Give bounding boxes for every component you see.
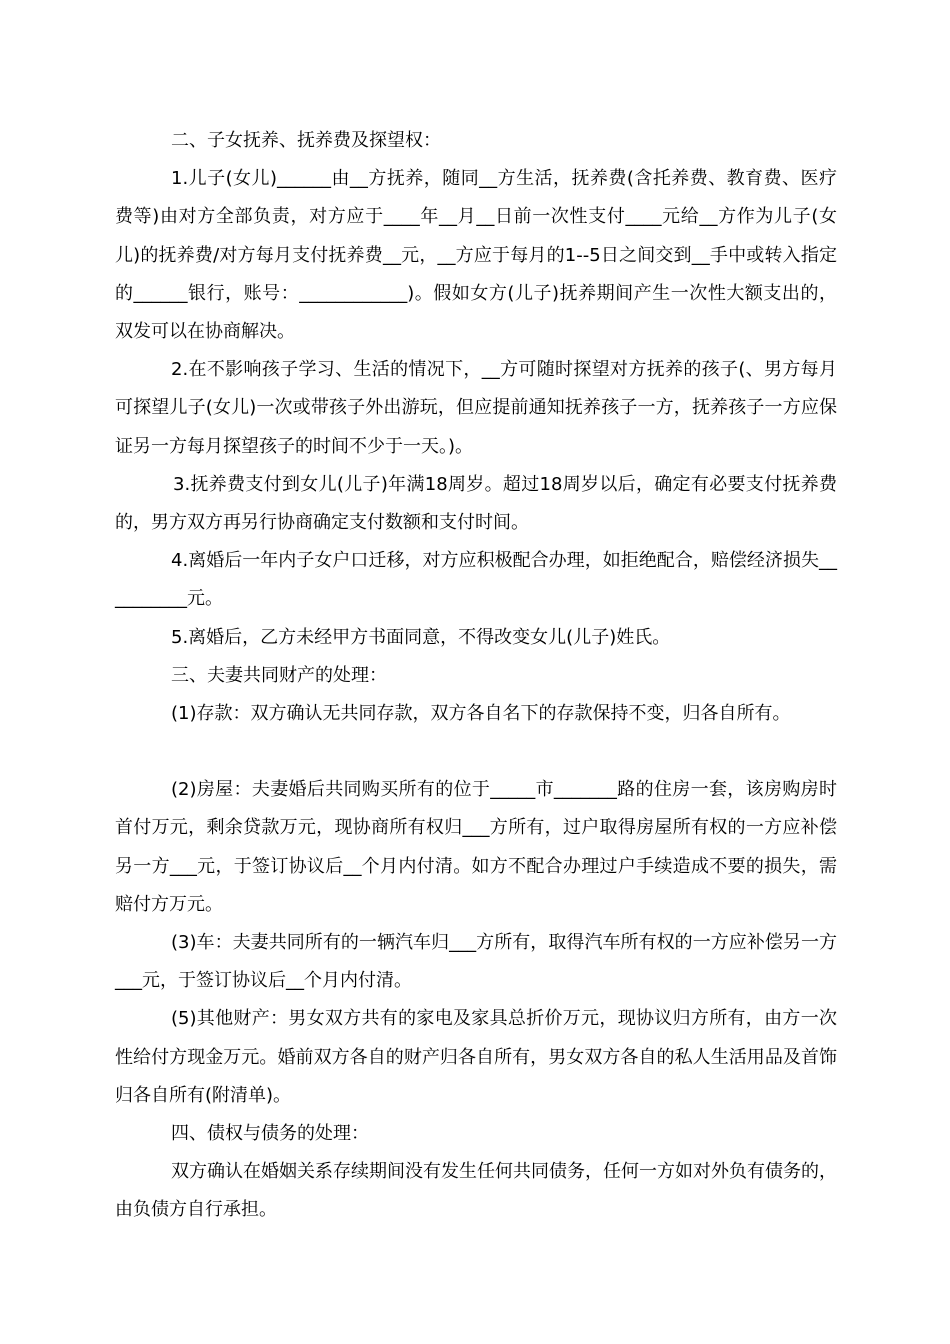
document-body [115,122,837,1230]
clause-other-property: (5)其他财产：男女双方共有的家电及家具总折价万元，现协议归方所有，由方一次性给付方现金万元。婚前双方各自的财产归各自所有，男女双方各自的私人生活用品及首饰归各自所有(附清单)。 [115,1008,837,1106]
clause-car: (3)车：夫妻共同所有的一辆汽车归___方所有，取得汽车所有权的一方应补偿另一方___元，于签订协议后__个月内付清。 [115,932,837,992]
clause-house: (2)房屋：夫妻婚后共同购买所有的位于_____市_______路的住房一套，该房购房时首付万元，剩余贷款万元，现协商所有权归___方所有，过户取得房屋所有权的一方应补偿另一方___元，于签订协议后__个月内付清。如方不配合办理过户手续造成不要的损失，需赔付方万元。 [115,779,837,915]
section-heading-joint-property: 三、夫妻共同财产的处理： [171,664,387,686]
section-heading-debts: 四、债权与债务的处理： [171,1123,369,1145]
clause-debts: 双方确认在婚姻关系存续期间没有发生任何共同债务，任何一方如对外负有债务的，由负债方自行承担。 [115,1161,837,1221]
clause-visitation: 2.在不影响孩子学习、生活的情况下，__方可随时探望对方抚养的孩子(、男方每月可探望儿子(女儿)一次或带孩子外出游玩，但应提前通知抚养孩子一方，抚养孩子一方应保证另一方每月探望孩子的时间不少于一天。)。 [115,359,837,457]
clause-support-duration: 3.抚养费支付到女儿(儿子)年满18周岁。超过18周岁以后，确定有必要支付抚养费的，男方双方再另行协商确定支付数额和支付时间。 [115,473,837,534]
clause-deposits: (1)存款：双方确认无共同存款，双方各自名下的存款保持不变，归各自所有。 [171,703,791,725]
paragraph-spacer [115,733,837,771]
clause-household-registration: 4.离婚后一年内子女户口迁移，对方应积极配合办理，如拒绝配合，赔偿经济损失__________元。 [115,550,837,610]
clause-surname: 5.离婚后，乙方未经甲方书面同意，不得改变女儿(儿子)姓氏。 [171,626,671,648]
clause-custody-and-support: 1.儿子(女儿)______由__方抚养，随同__方生活，抚养费(含托养费、教育费、医疗费等)由对方全部负责，对方应于____年__月__日前一次性支付____元给__方作为儿子(女儿)的抚养费/对方每月支付抚养费__元，__方应于每月的1--5日之间交到__手中或转入指定的______银行，账号：____________)。假如女方(儿子)抚养期间产生一次性大额支出的，双发可以在协商解决。 [115,168,837,343]
section-heading-child-custody: 二、子女抚养、抚养费及探望权： [171,130,441,151]
